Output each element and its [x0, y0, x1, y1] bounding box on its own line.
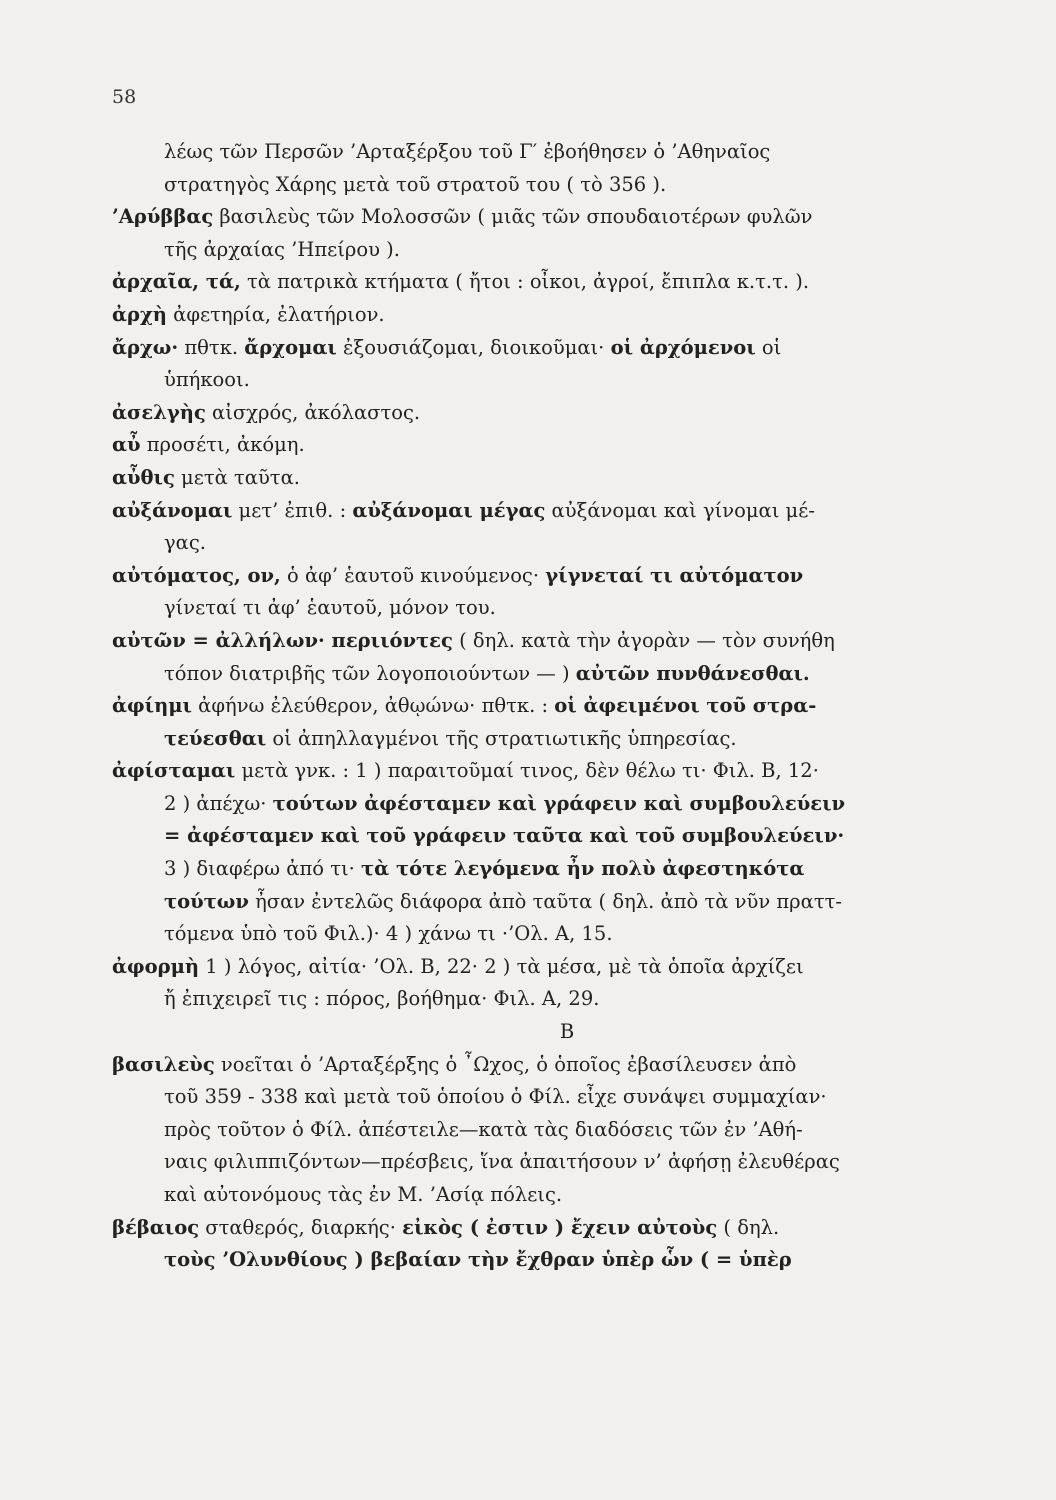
bold-term: ἄρχω· [112, 335, 179, 359]
text-line [112, 1244, 982, 1277]
definition-text: ( δηλ. κατὰ τὴν ἀγορὰν — τὸν συνήθη [452, 628, 835, 652]
definition-text: ναις φιλιππιζόντων—πρέσβεις, ἵνα ἀπαιτήσουν ν’ ἀφήσῃ ἐλευθέρας [164, 1150, 840, 1174]
bold-term: = ἀφέσταμεν καὶ τοῦ γράφειν ταῦτα καὶ τοῦ συμβουλεύειν· [164, 824, 845, 848]
definition-text: τὰ πατρικὰ κτήματα ( ἤτοι : οἶκοι, ἀγροί, ἔπιπλα κ.τ.τ. ). [240, 270, 810, 294]
text-line [112, 299, 982, 332]
text-line [112, 625, 982, 658]
text-line [112, 690, 982, 723]
section-letter: Β [559, 1020, 575, 1044]
bold-term: αὐξάνομαι μέγας [352, 498, 546, 522]
text-line [112, 136, 982, 169]
text-line [112, 658, 982, 691]
bold-term: αὐτῶν = ἀλλήλων· περιιόντες [112, 628, 453, 652]
text-line [112, 788, 982, 821]
bold-term: τούτων [164, 889, 249, 913]
definition-text: τοῦ 359 - 338 καὶ μετὰ τοῦ ὁποίου ὁ Φίλ. εἶχε συνάψει συμμαχίαν· [164, 1085, 827, 1109]
definition-text: ( δηλ. [717, 1215, 780, 1239]
text-line [112, 886, 982, 919]
text-line [112, 592, 982, 625]
definition-text: οἱ ἀπηλλαγμένοι τῆς στρατιωτικῆς ὑπηρεσίας. [266, 726, 737, 750]
definition-text: 1 ) λόγος, αἰτία· ’Ολ. Β, 22· 2 ) τὰ μέσα, μὲ τὰ ὁποῖα ἀρχίζει [199, 954, 804, 978]
bold-term: αὐτῶν πυνθάνεσθαι. [575, 661, 810, 685]
text-line [112, 560, 982, 593]
text-line [112, 234, 982, 267]
bold-term: ἀφορμὴ [112, 954, 200, 978]
definition-text: προσέτι, ἀκόμη. [140, 433, 305, 457]
dictionary-text [112, 136, 982, 1277]
bold-term: αὐξάνομαι [112, 498, 233, 522]
bold-term: βέβαιος [112, 1215, 200, 1239]
text-line [112, 169, 982, 202]
page-number: 58 [112, 86, 137, 108]
definition-text: 2 ) ἀπέχω· [164, 791, 273, 815]
definition-text: βασιλεὺς τῶν Μολοσσῶν ( μιᾶς τῶν σπουδαιοτέρων φυλῶν [213, 205, 813, 229]
definition-text: αὐξάνομαι καὶ γίνομαι μέ- [545, 498, 815, 522]
bold-term: ἀρχὴ [112, 302, 167, 326]
bold-term: βασιλεὺς [112, 1052, 215, 1076]
definition-text: νοεῖται ὁ ’Αρταξέρξης ὁ ῏Ωχος, ὁ ὁποῖος ἐβασίλευσεν ἀπὸ [214, 1052, 797, 1076]
bold-term: οἱ ἀφειμένοι τοῦ στρα- [554, 694, 817, 718]
text-line [112, 1081, 982, 1114]
text-line [112, 1212, 982, 1245]
definition-text: σταθερός, διαρκής· [199, 1215, 403, 1239]
text-line [112, 364, 982, 397]
definition-text: τῆς ἀρχαίας ’Ηπείρου ). [164, 237, 400, 261]
text-line [112, 462, 982, 495]
bold-term: οἱ ἀρχόμενοι [610, 335, 756, 359]
bold-term: αὐτόματος, ον, [112, 563, 281, 587]
definition-text: μετ’ ἐπιθ. : [232, 498, 353, 522]
text-line [112, 495, 982, 528]
text-line [112, 755, 982, 788]
text-line [112, 1146, 982, 1179]
definition-text: γας. [164, 531, 206, 555]
definition-text: ἦσαν ἐντελῶς διάφορα ἀπὸ ταῦτα ( δηλ. ἀπὸ τὰ νῦν πραττ- [248, 889, 842, 913]
definition-text: ἤ ἐπιχειρεῖ τις : πόρος, βοήθημα· Φιλ. Α, 29. [164, 987, 600, 1011]
bold-term: τεύεσθαι [164, 726, 267, 750]
text-line [112, 853, 982, 886]
definition-text: τόμενα ὑπὸ τοῦ Φιλ.)· 4 ) χάνω τι ·’Ολ. Α, 15. [164, 922, 613, 946]
text-line [112, 332, 982, 365]
bold-term: ἀφίσταμαι [112, 759, 236, 783]
definition-text: ἐξουσιάζομαι, διοικοῦμαι· [336, 335, 611, 359]
bold-term: ’Αρύββας [112, 205, 214, 229]
bold-term: εἰκὸς ( ἐστιν ) ἔχειν αὐτοὺς [402, 1215, 718, 1239]
bold-term: γίγνεταί τι αὐτόματον [545, 563, 804, 587]
text-line [112, 429, 982, 462]
bold-term: αὖ [112, 433, 141, 457]
bold-term: τούτων ἀφέσταμεν καὶ γράφειν καὶ συμβουλεύειν [272, 791, 846, 815]
definition-text: καὶ αὐτονόμους τὰς ἐν Μ. ’Ασίᾳ πόλεις. [164, 1183, 563, 1206]
bold-term: αὖθις [112, 465, 175, 489]
text-line [112, 983, 982, 1016]
text-line [112, 1114, 982, 1147]
definition-text: μετὰ ταῦτα. [174, 465, 300, 489]
bold-term: ἀρχαῖα, τά, [112, 270, 241, 294]
text-line [112, 201, 982, 234]
text-line [112, 1049, 982, 1082]
text-line [112, 1179, 982, 1212]
definition-text: πρὸς τοῦτον ὁ Φίλ. ἀπέστειλε—κατὰ τὰς διαδόσεις τῶν ἐν ’Αθή- [164, 1117, 803, 1141]
definition-text: οἱ [755, 335, 782, 359]
text-line [112, 723, 982, 756]
definition-text: γίνεταί τι ἀφ’ ἑαυτοῦ, μόνον του. [164, 596, 496, 620]
text-line [112, 820, 982, 853]
definition-text: ὑπήκοοι. [164, 368, 250, 392]
definition-text: ὁ ἀφ’ ἑαυτοῦ κινούμενος· [280, 563, 546, 587]
text-line [112, 527, 982, 560]
text-line [112, 397, 982, 430]
definition-text: τόπον διατριβῆς τῶν λογοποιούντων — ) [164, 661, 576, 685]
definition-text: λέως τῶν Περσῶν ’Αρταξέρξου τοῦ Γ′ ἐβοήθησεν ὁ ’Αθηναῖος [164, 140, 771, 163]
definition-text: αἰσχρός, ἀκόλαστος. [205, 400, 421, 424]
bold-term: ἀφίημι [112, 694, 192, 718]
definition-text: 3 ) διαφέρω ἀπό τι· [164, 857, 362, 881]
bold-term: τὰ τότε λεγόμενα ἦν πολὺ ἀφεστηκότα [361, 857, 805, 881]
bold-term: ἀσελγὴς [112, 400, 206, 424]
bold-term: τοὺς ’Ολυνθίους ) βεβαίαν τὴν ἔχθραν ὑπὲρ ὧν ( = ὑπὲρ [164, 1248, 792, 1272]
definition-text: μετὰ γνκ. : 1 ) παραιτοῦμαί τινος, δὲν θέλω τι· Φιλ. Β, 12· [235, 759, 819, 783]
definition-text: ἀφήνω ἐλεύθερον, ἀθῳώνω· πθτκ. : [191, 694, 555, 718]
text-line [112, 918, 982, 951]
definition-text: στρατηγὸς Χάρης μετὰ τοῦ στρατοῦ του ( τὸ 356 ). [164, 172, 667, 196]
text-line [112, 266, 982, 299]
text-line [112, 951, 982, 984]
definition-text: ἀφετηρία, ἐλατήριον. [166, 302, 385, 326]
definition-text: πθτκ. [178, 335, 245, 359]
bold-term: ἄρχομαι [244, 335, 337, 359]
